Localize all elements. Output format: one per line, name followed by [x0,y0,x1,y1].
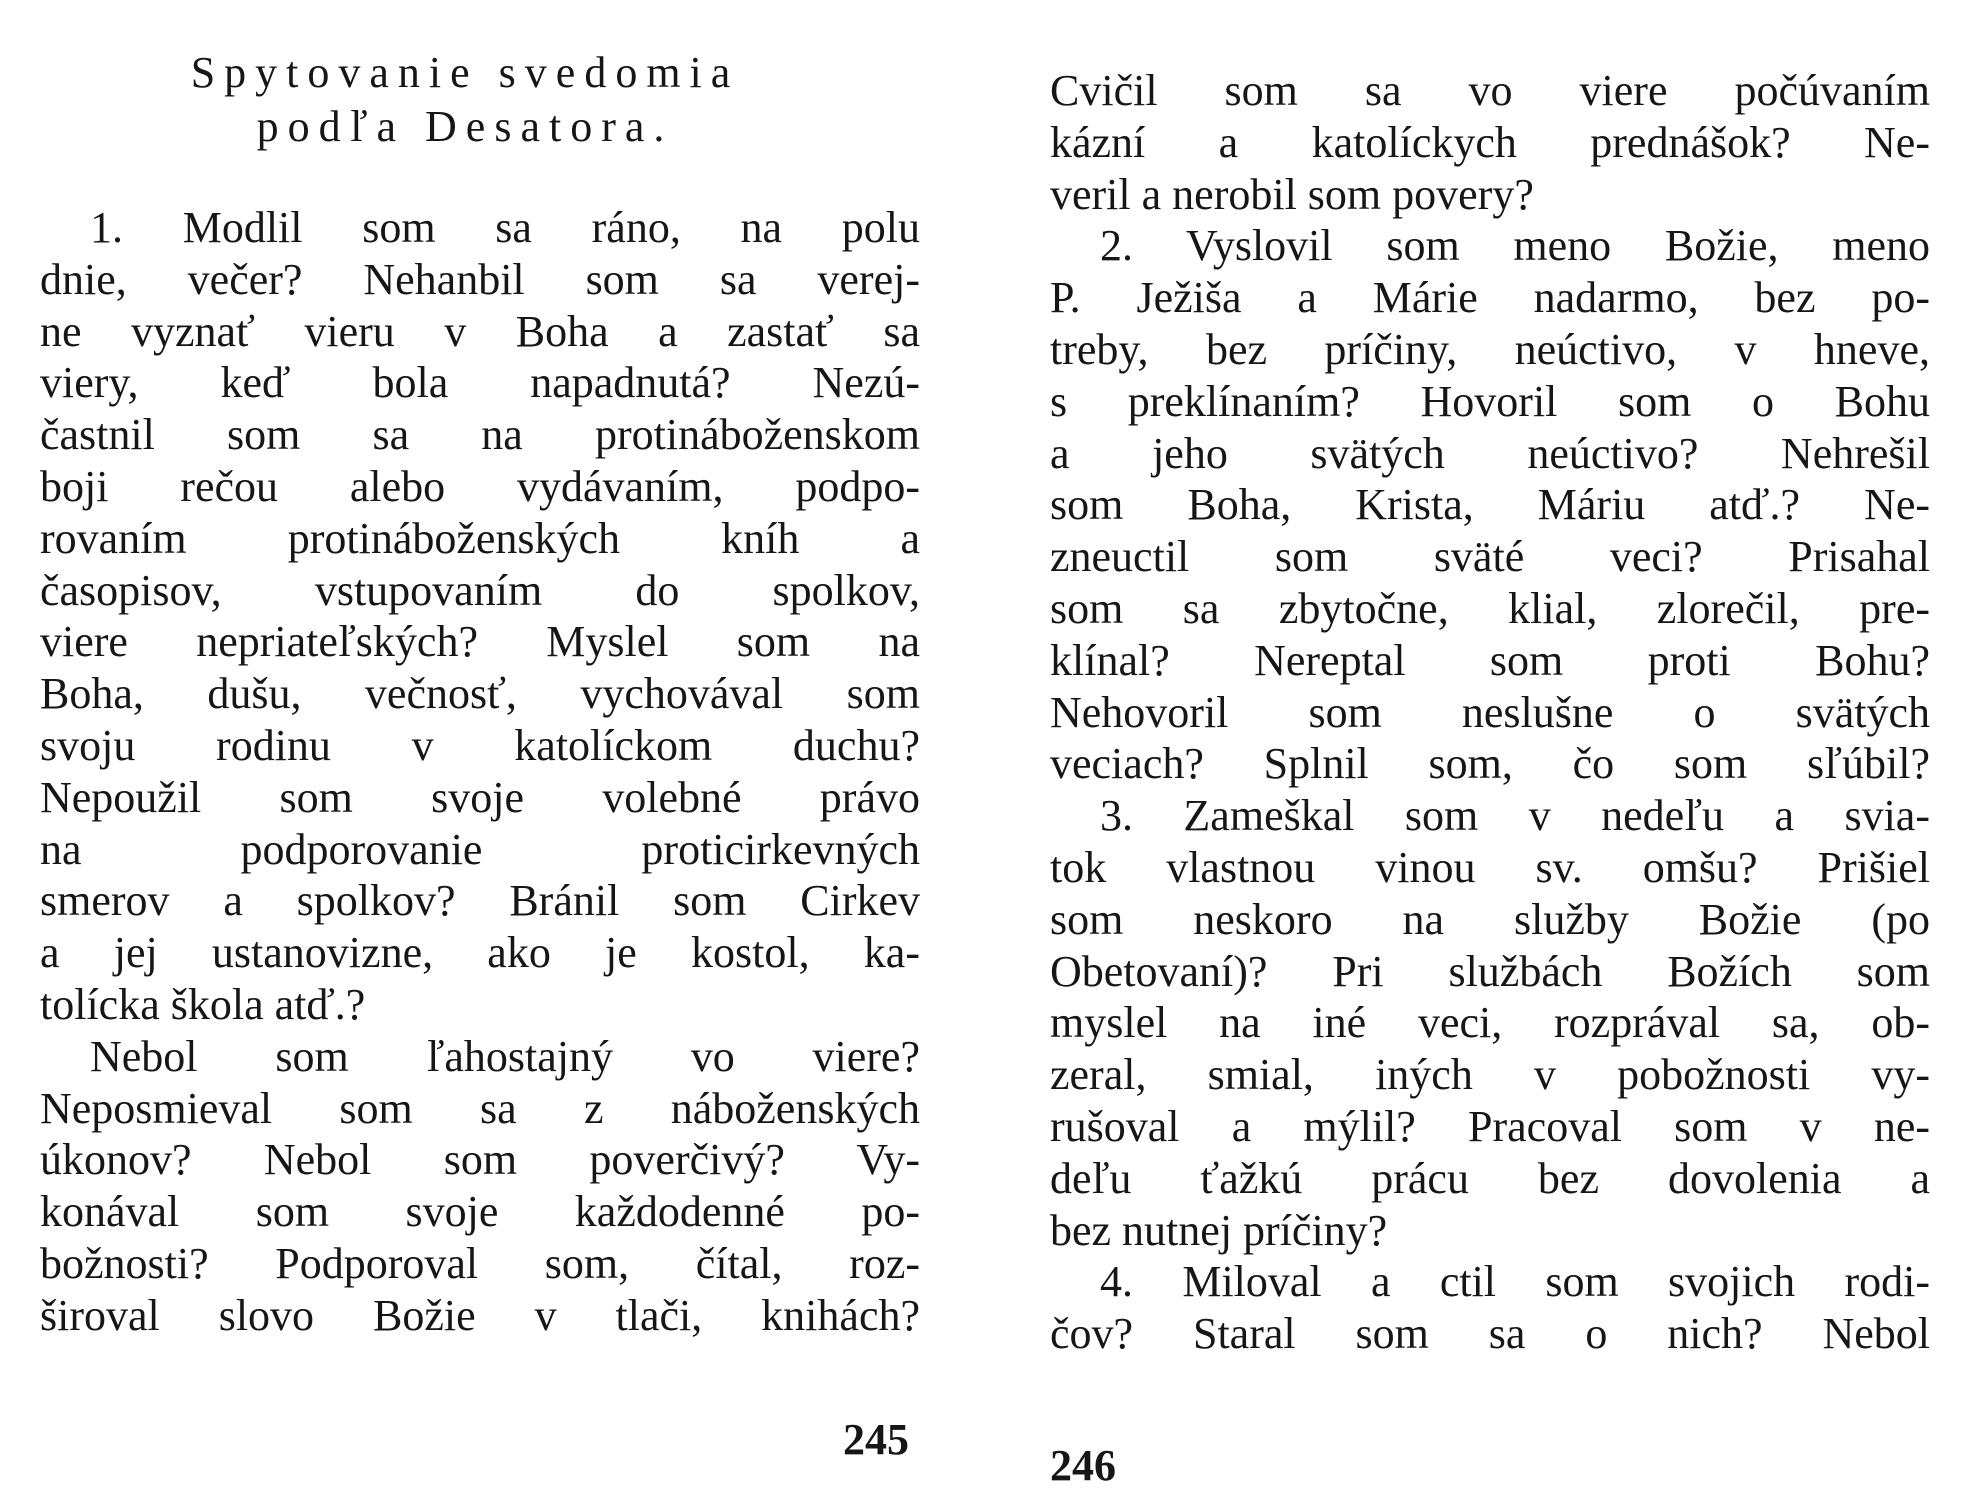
paragraph [1050,1256,1930,1360]
text-line: 4. Miloval a ctil som svojich rodi- [1100,1257,1930,1307]
text-line: svoju rodinu v katolíckom duchu? [40,720,920,770]
text-line: s preklínaním? Hovoril som o Bohu [1050,376,1930,426]
text-line: smerov a spolkov? Bránil som Cirkev [40,876,920,926]
left-page-text [40,202,920,1342]
text-line: veciach? Splnil som, čo som sľúbil? [1050,739,1930,789]
page-number: 246 [1050,1441,1116,1490]
text-line: Neposmieval som sa z náboženských [40,1083,920,1133]
text-line: časopisov, vstupovaním do spolkov, [40,565,920,615]
text-line: rušoval a mýlil? Pracoval som v ne- [1050,1101,1930,1151]
text-line: ne vyznať vieru v Boha a zastať sa [40,306,920,356]
text-line: zneuctil som sväté veci? Prisahal [1050,532,1930,582]
text-line: tok vlastnou vinou sv. omšu? Prišiel [1050,842,1930,892]
text-line: veril a nerobil som povery? [1050,169,1534,219]
text-line: zeral, smial, iných v pobožnosti vy- [1050,1050,1930,1100]
text-line: Obetovaní)? Pri službách Božích som [1050,946,1930,996]
page-heading [30,46,900,154]
text-line: tolícka škola atď.? [40,979,366,1029]
text-line: 1. Modlil som sa ráno, na polu [90,203,920,252]
text-line: konával som svoje každodenné po- [40,1187,920,1237]
text-line: častnil som sa na protináboženskom [40,410,920,460]
text-line: P. Ježiša a Márie nadarmo, bez po- [1050,273,1930,323]
text-line: rovaním protináboženských kníh a [40,513,920,563]
text-line: široval slovo Božie v tlači, knihách? [40,1290,920,1340]
text-line: na podporovanie proticirkevných [40,824,920,874]
text-line: a jej ustanovizne, ako je kostol, ka- [40,928,920,978]
text-line: boji rečou alebo vydávaním, podpo- [40,461,920,511]
text-line: Nepoužil som svoje volebné právo [40,772,920,822]
text-line: Nebol som ľahostajný vo viere? [90,1031,920,1081]
text-line: Cvičil som sa vo viere počúvaním [1050,66,1930,115]
heading-line: podľa Desatora. [256,102,674,151]
text-line: som Boha, Krista, Máriu atď.? Ne- [1050,480,1930,530]
text-line: treby, bez príčiny, neúctivo, v hneve, [1050,324,1930,374]
text-line: Boha, dušu, večnosť, vychovával som [40,669,920,719]
text-line: čov? Staral som sa o nich? Nebol [1050,1309,1930,1359]
text-line: myslel na iné veci, rozprával sa, ob- [1050,998,1930,1048]
text-line: božnosti? Podporoval som, čítal, roz- [40,1238,920,1288]
text-line: som neskoro na služby Božie (po [1050,894,1930,944]
text-line: úkonov? Nebol som poverčivý? Vy- [40,1135,920,1185]
text-line: viere nepriateľských? Myslel som na [40,617,920,667]
text-line: Nehovoril som neslušne o svätých [1050,687,1930,737]
right-page [990,0,1980,1500]
text-line: deľu ťažkú prácu bez dovolenia a [1050,1153,1930,1203]
paragraph [40,202,920,1031]
text-line: dnie, večer? Nehanbil som sa verej- [40,254,920,304]
paragraph [1050,790,1930,1256]
text-line: a jeho svätých neúctivo? Nehrešil [1050,428,1930,478]
right-page-text [1050,65,1930,1360]
paragraph [1050,65,1930,220]
text-line: bez nutnej príčiny? [1050,1205,1388,1255]
text-line: kázní a katolíckych prednášok? Ne- [1050,117,1930,167]
text-line: viery, keď bola napadnutá? Nezú- [40,358,920,408]
text-line: som sa zbytočne, klial, zlorečil, pre- [1050,583,1930,633]
text-line: 2. Vyslovil som meno Božie, meno [1100,221,1930,271]
heading-line: Spytovanie svedomia [190,48,740,97]
text-line: 3. Zameškal som v nedeľu a svia- [1100,791,1930,841]
text-line: klínal? Nereptal som proti Bohu? [1050,635,1930,685]
page-number: 245 [843,1415,909,1464]
paragraph [40,1031,920,1342]
paragraph [1050,220,1930,790]
